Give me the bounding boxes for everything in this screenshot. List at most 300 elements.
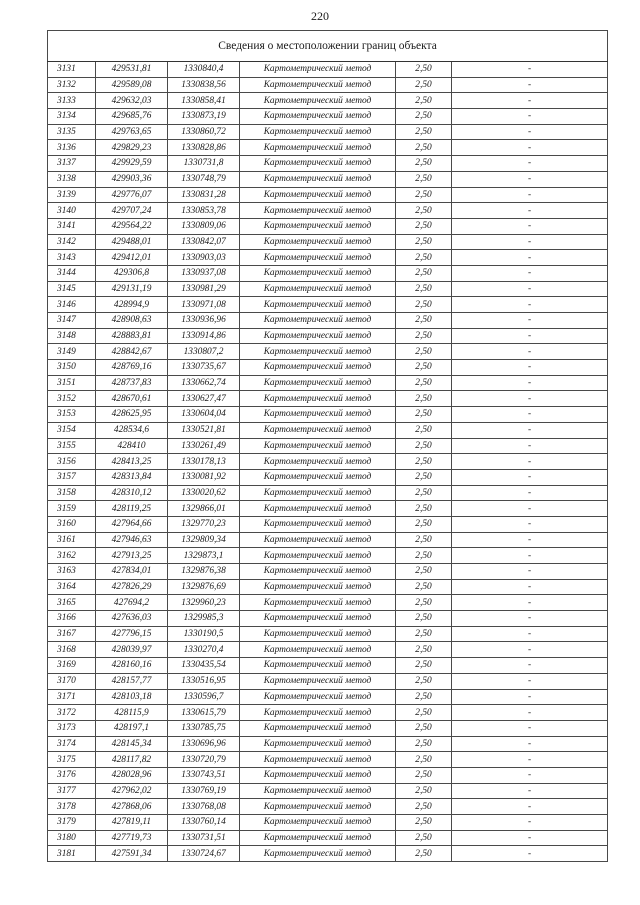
method-cell: Картометрический метод (240, 767, 396, 783)
description-cell: - (452, 156, 608, 172)
point-number-cell: 3149 (48, 344, 96, 360)
x-coordinate-cell: 427913,25 (96, 548, 168, 564)
accuracy-cell: 2,50 (396, 516, 452, 532)
point-number-cell: 3131 (48, 62, 96, 78)
accuracy-cell: 2,50 (396, 250, 452, 266)
method-cell: Картометрический метод (240, 454, 396, 470)
accuracy-cell: 2,50 (396, 438, 452, 454)
point-number-cell: 3147 (48, 313, 96, 329)
description-cell: - (452, 516, 608, 532)
accuracy-cell: 2,50 (396, 124, 452, 140)
description-cell: - (452, 501, 608, 517)
x-coordinate-cell: 427964,66 (96, 516, 168, 532)
accuracy-cell: 2,50 (396, 313, 452, 329)
x-coordinate-cell: 428313,84 (96, 469, 168, 485)
point-number-cell: 3177 (48, 783, 96, 799)
table-row (48, 501, 608, 517)
point-number-cell: 3166 (48, 611, 96, 627)
table-row (48, 203, 608, 219)
table-row (48, 375, 608, 391)
accuracy-cell: 2,50 (396, 642, 452, 658)
x-coordinate-cell: 428737,83 (96, 375, 168, 391)
method-cell: Картометрический метод (240, 799, 396, 815)
table-row (48, 344, 608, 360)
y-coordinate-cell: 1330261,49 (168, 438, 240, 454)
accuracy-cell: 2,50 (396, 548, 452, 564)
description-cell: - (452, 438, 608, 454)
x-coordinate-cell: 429903,36 (96, 171, 168, 187)
y-coordinate-cell: 1330743,51 (168, 767, 240, 783)
x-coordinate-cell: 429685,76 (96, 109, 168, 125)
table-row (48, 626, 608, 642)
point-number-cell: 3134 (48, 109, 96, 125)
y-coordinate-cell: 1330696,96 (168, 736, 240, 752)
description-cell: - (452, 344, 608, 360)
boundary-table (47, 30, 608, 862)
point-number-cell: 3170 (48, 673, 96, 689)
point-number-cell: 3141 (48, 218, 96, 234)
method-cell: Картометрический метод (240, 485, 396, 501)
y-coordinate-cell: 1330521,81 (168, 422, 240, 438)
accuracy-cell: 2,50 (396, 673, 452, 689)
table-row (48, 516, 608, 532)
y-coordinate-cell: 1330858,41 (168, 93, 240, 109)
y-coordinate-cell: 1330785,75 (168, 720, 240, 736)
table-row (48, 595, 608, 611)
y-coordinate-cell: 1330840,4 (168, 62, 240, 78)
x-coordinate-cell: 429632,03 (96, 93, 168, 109)
y-coordinate-cell: 1330838,56 (168, 77, 240, 93)
x-coordinate-cell: 429488,01 (96, 234, 168, 250)
method-cell: Картометрический метод (240, 752, 396, 768)
table-title: Сведения о местоположении границ объекта (48, 31, 608, 62)
y-coordinate-cell: 1330768,08 (168, 799, 240, 815)
description-cell: - (452, 689, 608, 705)
point-number-cell: 3142 (48, 234, 96, 250)
y-coordinate-cell: 1330270,4 (168, 642, 240, 658)
method-cell: Картометрический метод (240, 281, 396, 297)
accuracy-cell: 2,50 (396, 783, 452, 799)
accuracy-cell: 2,50 (396, 469, 452, 485)
description-cell: - (452, 407, 608, 423)
method-cell: Картометрический метод (240, 736, 396, 752)
y-coordinate-cell: 1330731,51 (168, 830, 240, 846)
y-coordinate-cell: 1330724,67 (168, 846, 240, 862)
x-coordinate-cell: 429531,81 (96, 62, 168, 78)
method-cell: Картометрический метод (240, 595, 396, 611)
method-cell: Картометрический метод (240, 77, 396, 93)
x-coordinate-cell: 428670,61 (96, 391, 168, 407)
table-row (48, 187, 608, 203)
accuracy-cell: 2,50 (396, 297, 452, 313)
x-coordinate-cell: 428157,77 (96, 673, 168, 689)
x-coordinate-cell: 428625,95 (96, 407, 168, 423)
x-coordinate-cell: 428994,9 (96, 297, 168, 313)
table-row (48, 469, 608, 485)
x-coordinate-cell: 427591,34 (96, 846, 168, 862)
accuracy-cell: 2,50 (396, 595, 452, 611)
x-coordinate-cell: 427719,73 (96, 830, 168, 846)
point-number-cell: 3153 (48, 407, 96, 423)
y-coordinate-cell: 1330914,86 (168, 328, 240, 344)
table-row (48, 313, 608, 329)
accuracy-cell: 2,50 (396, 830, 452, 846)
point-number-cell: 3164 (48, 579, 96, 595)
description-cell: - (452, 815, 608, 831)
method-cell: Картометрический метод (240, 438, 396, 454)
x-coordinate-cell: 427694,2 (96, 595, 168, 611)
method-cell: Картометрический метод (240, 187, 396, 203)
method-cell: Картометрический метод (240, 815, 396, 831)
accuracy-cell: 2,50 (396, 752, 452, 768)
description-cell: - (452, 140, 608, 156)
table-row (48, 579, 608, 595)
x-coordinate-cell: 427962,02 (96, 783, 168, 799)
x-coordinate-cell: 428410 (96, 438, 168, 454)
point-number-cell: 3156 (48, 454, 96, 470)
y-coordinate-cell: 1330903,03 (168, 250, 240, 266)
point-number-cell: 3168 (48, 642, 96, 658)
point-number-cell: 3138 (48, 171, 96, 187)
point-number-cell: 3144 (48, 265, 96, 281)
description-cell: - (452, 846, 608, 862)
point-number-cell: 3161 (48, 532, 96, 548)
table-row (48, 705, 608, 721)
point-number-cell: 3158 (48, 485, 96, 501)
method-cell: Картометрический метод (240, 407, 396, 423)
point-number-cell: 3167 (48, 626, 96, 642)
table-row (48, 846, 608, 862)
y-coordinate-cell: 1330873,19 (168, 109, 240, 125)
table-row (48, 830, 608, 846)
y-coordinate-cell: 1329770,23 (168, 516, 240, 532)
description-cell: - (452, 626, 608, 642)
description-cell: - (452, 422, 608, 438)
method-cell: Картометрический метод (240, 109, 396, 125)
table-row (48, 328, 608, 344)
point-number-cell: 3143 (48, 250, 96, 266)
x-coordinate-cell: 428534,6 (96, 422, 168, 438)
y-coordinate-cell: 1330860,72 (168, 124, 240, 140)
point-number-cell: 3172 (48, 705, 96, 721)
x-coordinate-cell: 428413,25 (96, 454, 168, 470)
description-cell: - (452, 203, 608, 219)
accuracy-cell: 2,50 (396, 156, 452, 172)
description-cell: - (452, 642, 608, 658)
description-cell: - (452, 705, 608, 721)
method-cell: Картометрический метод (240, 156, 396, 172)
accuracy-cell: 2,50 (396, 501, 452, 517)
method-cell: Картометрический метод (240, 532, 396, 548)
method-cell: Картометрический метод (240, 234, 396, 250)
point-number-cell: 3133 (48, 93, 96, 109)
x-coordinate-cell: 428103,18 (96, 689, 168, 705)
description-cell: - (452, 328, 608, 344)
description-cell: - (452, 752, 608, 768)
x-coordinate-cell: 427834,01 (96, 564, 168, 580)
method-cell: Картометрический метод (240, 171, 396, 187)
method-cell: Картометрический метод (240, 124, 396, 140)
description-cell: - (452, 611, 608, 627)
y-coordinate-cell: 1330971,08 (168, 297, 240, 313)
point-number-cell: 3160 (48, 516, 96, 532)
method-cell: Картометрический метод (240, 720, 396, 736)
method-cell: Картометрический метод (240, 548, 396, 564)
x-coordinate-cell: 428028,96 (96, 767, 168, 783)
method-cell: Картометрический метод (240, 93, 396, 109)
point-number-cell: 3162 (48, 548, 96, 564)
description-cell: - (452, 265, 608, 281)
description-cell: - (452, 171, 608, 187)
y-coordinate-cell: 1330615,79 (168, 705, 240, 721)
method-cell: Картометрический метод (240, 218, 396, 234)
y-coordinate-cell: 1330516,95 (168, 673, 240, 689)
table-row (48, 281, 608, 297)
method-cell: Картометрический метод (240, 203, 396, 219)
x-coordinate-cell: 428769,16 (96, 360, 168, 376)
accuracy-cell: 2,50 (396, 720, 452, 736)
y-coordinate-cell: 1330769,19 (168, 783, 240, 799)
y-coordinate-cell: 1330190,5 (168, 626, 240, 642)
x-coordinate-cell: 427819,11 (96, 815, 168, 831)
y-coordinate-cell: 1329960,23 (168, 595, 240, 611)
accuracy-cell: 2,50 (396, 485, 452, 501)
description-cell: - (452, 109, 608, 125)
y-coordinate-cell: 1330627,47 (168, 391, 240, 407)
table-row (48, 532, 608, 548)
y-coordinate-cell: 1330937,08 (168, 265, 240, 281)
accuracy-cell: 2,50 (396, 328, 452, 344)
method-cell: Картометрический метод (240, 140, 396, 156)
description-cell: - (452, 564, 608, 580)
accuracy-cell: 2,50 (396, 93, 452, 109)
x-coordinate-cell: 428115,9 (96, 705, 168, 721)
x-coordinate-cell: 428908,63 (96, 313, 168, 329)
accuracy-cell: 2,50 (396, 736, 452, 752)
y-coordinate-cell: 1330853,78 (168, 203, 240, 219)
x-coordinate-cell: 427946,63 (96, 532, 168, 548)
table-row (48, 93, 608, 109)
table-row (48, 360, 608, 376)
y-coordinate-cell: 1330604,04 (168, 407, 240, 423)
accuracy-cell: 2,50 (396, 62, 452, 78)
table-row (48, 689, 608, 705)
point-number-cell: 3159 (48, 501, 96, 517)
table-row (48, 422, 608, 438)
description-cell: - (452, 93, 608, 109)
description-cell: - (452, 548, 608, 564)
x-coordinate-cell: 429306,8 (96, 265, 168, 281)
point-number-cell: 3176 (48, 767, 96, 783)
table-row (48, 783, 608, 799)
table-row (48, 171, 608, 187)
point-number-cell: 3179 (48, 815, 96, 831)
point-number-cell: 3174 (48, 736, 96, 752)
description-cell: - (452, 658, 608, 674)
table-row (48, 767, 608, 783)
method-cell: Картометрический метод (240, 658, 396, 674)
table-row (48, 564, 608, 580)
y-coordinate-cell: 1329873,1 (168, 548, 240, 564)
description-cell: - (452, 77, 608, 93)
method-cell: Картометрический метод (240, 422, 396, 438)
description-cell: - (452, 830, 608, 846)
point-number-cell: 3173 (48, 720, 96, 736)
point-number-cell: 3155 (48, 438, 96, 454)
table-row (48, 297, 608, 313)
description-cell: - (452, 454, 608, 470)
y-coordinate-cell: 1330760,14 (168, 815, 240, 831)
table-row (48, 265, 608, 281)
accuracy-cell: 2,50 (396, 705, 452, 721)
accuracy-cell: 2,50 (396, 532, 452, 548)
table-row (48, 62, 608, 78)
y-coordinate-cell: 1330596,7 (168, 689, 240, 705)
x-coordinate-cell: 427636,03 (96, 611, 168, 627)
accuracy-cell: 2,50 (396, 689, 452, 705)
y-coordinate-cell: 1330178,13 (168, 454, 240, 470)
point-number-cell: 3146 (48, 297, 96, 313)
x-coordinate-cell: 428160,16 (96, 658, 168, 674)
x-coordinate-cell: 428119,25 (96, 501, 168, 517)
table-row (48, 124, 608, 140)
point-number-cell: 3136 (48, 140, 96, 156)
method-cell: Картометрический метод (240, 689, 396, 705)
description-cell: - (452, 234, 608, 250)
point-number-cell: 3171 (48, 689, 96, 705)
table-row (48, 407, 608, 423)
y-coordinate-cell: 1330981,29 (168, 281, 240, 297)
table-row (48, 736, 608, 752)
point-number-cell: 3181 (48, 846, 96, 862)
method-cell: Картометрический метод (240, 344, 396, 360)
method-cell: Картометрический метод (240, 830, 396, 846)
point-number-cell: 3148 (48, 328, 96, 344)
table-row (48, 799, 608, 815)
point-number-cell: 3135 (48, 124, 96, 140)
accuracy-cell: 2,50 (396, 218, 452, 234)
x-coordinate-cell: 429707,24 (96, 203, 168, 219)
point-number-cell: 3139 (48, 187, 96, 203)
method-cell: Картометрический метод (240, 626, 396, 642)
method-cell: Картометрический метод (240, 375, 396, 391)
point-number-cell: 3154 (48, 422, 96, 438)
y-coordinate-cell: 1330662,74 (168, 375, 240, 391)
y-coordinate-cell: 1330936,96 (168, 313, 240, 329)
method-cell: Картометрический метод (240, 516, 396, 532)
x-coordinate-cell: 429412,01 (96, 250, 168, 266)
x-coordinate-cell: 429564,22 (96, 218, 168, 234)
method-cell: Картометрический метод (240, 846, 396, 862)
table-row (48, 140, 608, 156)
y-coordinate-cell: 1330720,79 (168, 752, 240, 768)
table-row (48, 77, 608, 93)
method-cell: Картометрический метод (240, 62, 396, 78)
accuracy-cell: 2,50 (396, 281, 452, 297)
table-row (48, 109, 608, 125)
point-number-cell: 3140 (48, 203, 96, 219)
description-cell: - (452, 783, 608, 799)
point-number-cell: 3132 (48, 77, 96, 93)
y-coordinate-cell: 1330735,67 (168, 360, 240, 376)
method-cell: Картометрический метод (240, 313, 396, 329)
x-coordinate-cell: 428310,12 (96, 485, 168, 501)
x-coordinate-cell: 429829,23 (96, 140, 168, 156)
method-cell: Картометрический метод (240, 783, 396, 799)
point-number-cell: 3145 (48, 281, 96, 297)
point-number-cell: 3157 (48, 469, 96, 485)
method-cell: Картометрический метод (240, 564, 396, 580)
accuracy-cell: 2,50 (396, 658, 452, 674)
point-number-cell: 3178 (48, 799, 96, 815)
description-cell: - (452, 736, 608, 752)
method-cell: Картометрический метод (240, 328, 396, 344)
method-cell: Картометрический метод (240, 579, 396, 595)
y-coordinate-cell: 1329985,3 (168, 611, 240, 627)
y-coordinate-cell: 1330842,07 (168, 234, 240, 250)
point-number-cell: 3169 (48, 658, 96, 674)
accuracy-cell: 2,50 (396, 140, 452, 156)
y-coordinate-cell: 1329876,69 (168, 579, 240, 595)
method-cell: Картометрический метод (240, 250, 396, 266)
x-coordinate-cell: 427868,06 (96, 799, 168, 815)
description-cell: - (452, 595, 608, 611)
description-cell: - (452, 124, 608, 140)
table-row (48, 658, 608, 674)
table-header-row (48, 31, 608, 62)
accuracy-cell: 2,50 (396, 564, 452, 580)
x-coordinate-cell: 428145,34 (96, 736, 168, 752)
x-coordinate-cell: 428842,67 (96, 344, 168, 360)
description-cell: - (452, 250, 608, 266)
method-cell: Картометрический метод (240, 360, 396, 376)
accuracy-cell: 2,50 (396, 375, 452, 391)
y-coordinate-cell: 1329809,34 (168, 532, 240, 548)
method-cell: Картометрический метод (240, 265, 396, 281)
description-cell: - (452, 532, 608, 548)
accuracy-cell: 2,50 (396, 815, 452, 831)
table-row (48, 218, 608, 234)
table-row (48, 485, 608, 501)
y-coordinate-cell: 1330807,2 (168, 344, 240, 360)
y-coordinate-cell: 1330809,06 (168, 218, 240, 234)
accuracy-cell: 2,50 (396, 203, 452, 219)
description-cell: - (452, 579, 608, 595)
y-coordinate-cell: 1330020,62 (168, 485, 240, 501)
method-cell: Картометрический метод (240, 673, 396, 689)
description-cell: - (452, 281, 608, 297)
description-cell: - (452, 62, 608, 78)
table-row (48, 234, 608, 250)
method-cell: Картометрический метод (240, 642, 396, 658)
y-coordinate-cell: 1330731,8 (168, 156, 240, 172)
point-number-cell: 3150 (48, 360, 96, 376)
accuracy-cell: 2,50 (396, 407, 452, 423)
description-cell: - (452, 313, 608, 329)
point-number-cell: 3151 (48, 375, 96, 391)
accuracy-cell: 2,50 (396, 626, 452, 642)
method-cell: Картометрический метод (240, 611, 396, 627)
accuracy-cell: 2,50 (396, 344, 452, 360)
y-coordinate-cell: 1330435,54 (168, 658, 240, 674)
x-coordinate-cell: 428039,97 (96, 642, 168, 658)
accuracy-cell: 2,50 (396, 767, 452, 783)
table-row (48, 391, 608, 407)
accuracy-cell: 2,50 (396, 611, 452, 627)
accuracy-cell: 2,50 (396, 265, 452, 281)
y-coordinate-cell: 1330748,79 (168, 171, 240, 187)
x-coordinate-cell: 427826,29 (96, 579, 168, 595)
